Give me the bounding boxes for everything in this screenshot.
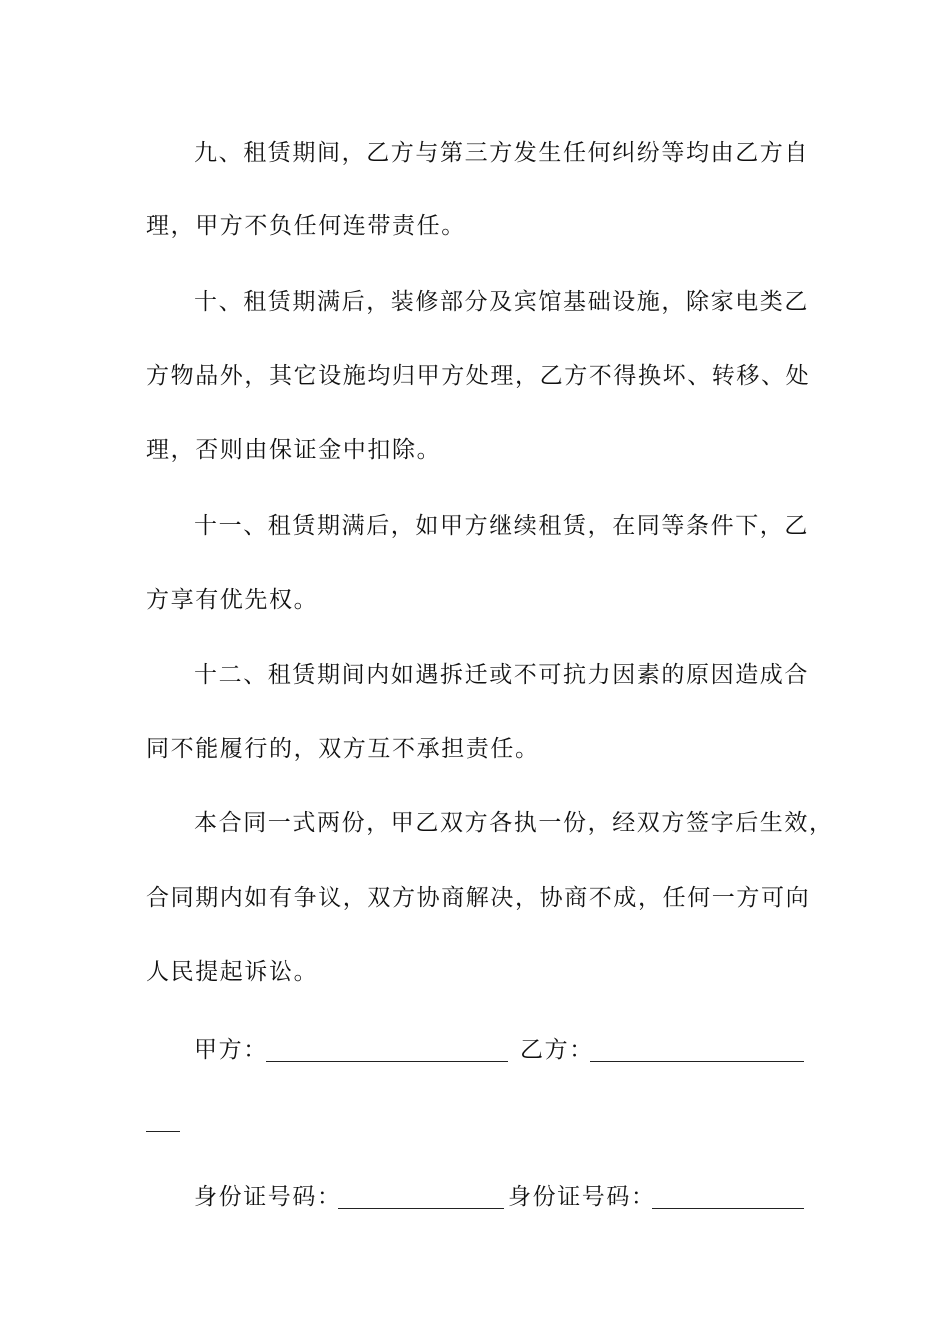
party-b-id-label: 身份证号码： <box>508 1184 656 1210</box>
id-number-row <box>194 1177 806 1217</box>
party-signature-row <box>194 1030 806 1070</box>
closing-line-1: 本合同一式两份，甲乙双方各执一份，经双方签字后生效， <box>194 810 834 836</box>
clause-10-line-3: 理，否则由保证金中扣除。 <box>146 437 442 463</box>
party-b-id-field[interactable] <box>652 1208 804 1209</box>
clause-11-line-2: 方享有优先权。 <box>146 587 319 613</box>
party-b-label: 乙方： <box>520 1037 594 1063</box>
clause-9-line-2: 理，甲方不负任何连带责任。 <box>146 213 466 239</box>
party-a-id-field[interactable] <box>338 1208 504 1209</box>
clause-10-line-1: 十、租赁期满后，装修部分及宾馆基础设施，除家电类乙 <box>194 289 809 315</box>
party-a-id-label: 身份证号码： <box>194 1184 342 1210</box>
party-a-label: 甲方： <box>194 1037 268 1063</box>
closing-line-3: 人民提起诉讼。 <box>146 959 319 985</box>
party-a-signature-field[interactable] <box>266 1061 508 1062</box>
clause-9-line-1: 九、租赁期间，乙方与第三方发生任何纠纷等均由乙方自 <box>194 140 809 166</box>
clause-12-line-2: 同不能履行的，双方互不承担责任。 <box>146 736 540 762</box>
closing-line-2: 合同期内如有争议，双方协商解决，协商不成，任何一方可向 <box>146 885 811 911</box>
clause-11-line-1: 十一、租赁期满后，如甲方继续租赁，在同等条件下，乙 <box>194 513 809 539</box>
clause-10-line-2: 方物品外，其它设施均归甲方处理，乙方不得换坏、转移、处 <box>146 363 811 389</box>
party-b-signature-field[interactable] <box>590 1061 804 1062</box>
clause-12-line-1: 十二、租赁期间内如遇拆迁或不可抗力因素的原因造成合 <box>194 662 809 688</box>
signature-line-continuation <box>146 1131 180 1132</box>
